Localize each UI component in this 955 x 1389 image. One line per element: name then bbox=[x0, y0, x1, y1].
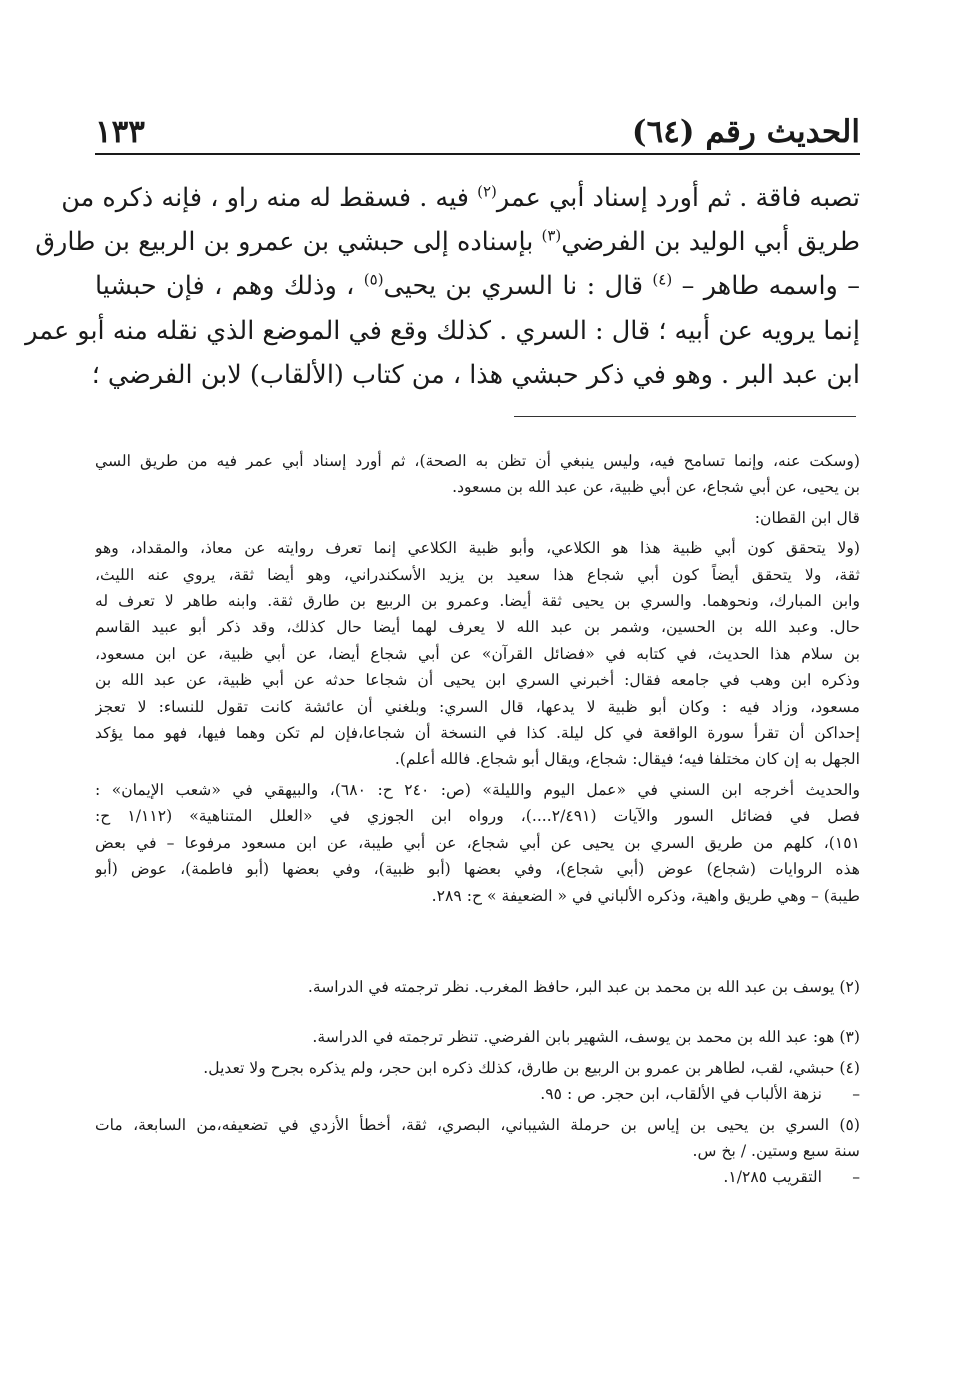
note-line: وابن المبارك، ونحوهما. والسري بن يحيى ثقة أيضا. وعمرو بن الربيع بن طارق ثقة. وابنه طاهر لا تعرف له bbox=[95, 592, 860, 611]
note-line: ثقة، ولا يتحقق أيضاً كون أبي شجاع هذا سعيد بن يزيد الأسكندراني، وهو أيضا ثقة، يروي عنه الليث، bbox=[95, 565, 860, 584]
note-line: حال. وعبد الله بن الحسين، وشمر بن عبد الله لا يعرف لهما أيضا حال كذلك، وقد ذكر أبو عبيد القاسم bbox=[95, 618, 860, 637]
note-line: (وسكت عنه، وإنما تسامح فيه، وليس ينبغي أن تظن به الصحة)، ثم أورد إسناد أبي عمر فيه من طريق السي bbox=[95, 452, 860, 470]
footnote-ref-5[interactable]: (٥) bbox=[363, 270, 384, 289]
note-line: فصل في فضائل السور والآيات (٢/٤٩١....)، ورواه ابن الجوزي في «العلل المتناهية» (١/١١٢ ح: bbox=[95, 807, 860, 826]
note-line: الجهل به إن كان مختلفا فيه؛ فيقال: شجاع، ويقال أبو شجاع. فالله أعلم). bbox=[394, 750, 860, 769]
note-line: والحديث أخرجه ابن السني في «عمل اليوم والليلة» (ص: ٢٤٠ ح: ٦٨٠)، والبيهقي في «شعب الإيمان» : bbox=[95, 780, 860, 799]
note-para-quote bbox=[95, 448, 860, 501]
footnote-separator bbox=[514, 416, 856, 417]
footnote-4-reference: –نزهة الألباب في الألقاب، ابن حجر. ص : ٩٥. bbox=[540, 1085, 860, 1104]
footnote-ref-4[interactable]: (٤) bbox=[652, 270, 673, 289]
main-line-2: طريق أبي الوليد بن الفرضي$^{(٣)}$ بإسناده إلى حبشي بن عمرو بن الربيع بن طارق bbox=[35, 226, 860, 258]
main-text bbox=[25, 176, 860, 397]
note-line: طيبة) – وهي طريق واهية، وذكره الألباني في « الضعيفة » ح: ٢٨٩. bbox=[431, 886, 860, 905]
main-line-4: إنما يرويه عن أبيه ؛ قال : السري . كذلك وقع في الموضع الذي نقله منه أبو عمر bbox=[25, 315, 860, 346]
note-line: مسعود، وزاد فيه : وكان أبو ظبية لا يدعها، قال السري: وبلغني أن عائشة كانت تقول للنساء: لا تعجز bbox=[95, 697, 860, 716]
note-para-takhrij bbox=[95, 777, 860, 909]
footnote-5: (٥) السري بن يحيى بن إياس بن حرملة الشيباني، البصري، ثقة، أخطأ الأزدي في تضعيفه،من السابعة، مات سنة سبع وستين. / بخ س. –التقريب ١/٢٨٥. bbox=[95, 1112, 860, 1191]
footnote-2: (٢) يوسف بن عبد الله بن محمد بن عبد البر، حافظ المغرب. نظر ترجمته في الدراسة. bbox=[307, 978, 860, 996]
note-line: ١٥١)، كلهم من طريق السري بن يحيى عن أبي شجاع، عن أبي طيبة، عن ابن مسعود مرفوعا – في بعض bbox=[95, 833, 860, 852]
footnote-3: (٣) هو: عبد الله بن محمد بن يوسف، الشهير بابن الفرضي. تنظر ترجمته في الدراسة. bbox=[312, 1028, 860, 1047]
footnote-5-reference: –التقريب ١/٢٨٥. bbox=[723, 1168, 860, 1187]
note-line: (ولا يتحقق كون أبي ظبية هذا هو الكلاعي، وأبو ظبية الكلاعي إنما تعرف روايته عن معاذ، والمقداد، وهو bbox=[95, 539, 860, 558]
footnote-4: (٤) حبشي، لقب، لطاهر بن عمرو بن الربيع بن طارق، كذلك ذكره ابن حجر، ولم يذكره بجرح ولا تعديل. –نزهة الألباب في الألقاب، ابن حجر. ص : ٩٥. bbox=[95, 1055, 860, 1108]
main-line-3: – واسمه طاهر – $^{(٤)}$ قال : نا السري بن يحيى$^{(٥)}$ ، وذلك وهم ، فإن حبشيا bbox=[95, 270, 860, 302]
note-para-label bbox=[95, 505, 860, 531]
main-line-5: ابن عبد البر . وهو في ذكر حبشي هذا ، من كتاب (الألقاب) لابن الفرضي ؛ bbox=[91, 359, 860, 390]
ibn-qattan-label: قال ابن القطان: bbox=[754, 508, 860, 527]
note-line: إحداكن أن تقرأ سورة الواقعة في كل ليلة. كذا في النسخة أن شجاعا،فإن لم تكن وهما فيها، فهو مما يؤكد bbox=[95, 724, 860, 743]
note-line: بن يحيى، عن أبي شجاع، عن أبي ظبية، عن عبد الله بن مسعود. bbox=[452, 478, 860, 497]
note-line: بن سلام هذا الحديث، في كتابه في «فضائل القرآن» عن أبي شجاع أيضا، عن أبي ظبية، عن ابن مسعود، bbox=[95, 644, 860, 663]
note-line: هذه الروايات (شجاع) عوض (أبي شجاع)، وفي بعضها (أبو ظبية)، وفي بعضها (أبو فاطمة)، عوض (أبو bbox=[95, 860, 860, 879]
continued-note bbox=[95, 448, 860, 913]
page-header bbox=[95, 100, 860, 150]
note-line: وذكره ابن وهب في جامعه فقال: أخبرني السري ابن يحيى أن شجاعا حدثه عن أبي ظبية، عن عبد الله بن bbox=[95, 671, 860, 690]
footnote-ref-2[interactable]: (٢) bbox=[477, 182, 497, 201]
running-title: الحديث رقم (٦٤) bbox=[631, 114, 860, 150]
main-line-1: تصبه فاقة . ثم أورد إسناد أبي عمر$^{(٢)}$ فيه . فسقط له منه راو ، فإنه ذكره من bbox=[61, 182, 860, 213]
note-para-ibn-qattan bbox=[95, 535, 860, 773]
footnotes bbox=[95, 974, 860, 1191]
footnote-ref-3[interactable]: (٣) bbox=[541, 226, 562, 245]
page-number: ١٣٣ bbox=[95, 114, 145, 150]
header-rule bbox=[95, 153, 860, 155]
